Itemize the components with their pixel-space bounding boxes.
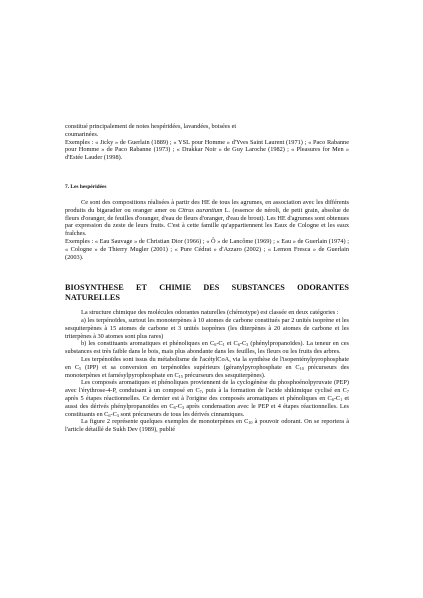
hesperidees-paragraph: Ce sont des compositions réalisées à partir des HE de tous les agrumes, en association avec les différents produits du bigaradier ou oranger amer ou Citrus aurantium L. (essence de néroli, de petit grain, absolue de fleurs d'oranger, de feuilles d'oranger, d'eau de fleurs d'oranger, d'eau de brout). Les HE d'agrumes sont obtenues par expression du zeste de leurs fruits. C'est à cette famille qu'appartiennent les Eaux de Cologne et les eaux fraîches. [65,198,350,238]
paragraph-continuation [65,123,349,139]
latin-name: Citrus aurantium [178,206,223,214]
section-heading-hesperidees: 7. Les hespéridées [65,183,107,190]
aromatiques-paragraph: Les composés aromatiques et phénoliques proviennent de la cyclogénèse du phosphoénolpyruvate (PEP) avec l'érythrose-4-P, conduisant à un composé en $C_7$, puis à la formation de l'acide shikimique cyclisé en $C_7$ après 5 étapes réactionnelles. Ce dernier est à l'origine des composés aromatiques et phénoliques en $C_6-C_1$ et aussi des dérivés phénylpropanoïdes en $C_6-C_3$ après condensation avec le PEP et 4 étapes réactionnelles. Les constituants en $C_6-C_3$ sont précurseurs de tous les dérivés cinnamiques. [65,379,350,418]
section-title-biosynthese: BIOSYNTHESE ET CHIMIE DES SUBSTANCES ODORANTES NATURELLES [65,283,349,302]
terpenoides-paragraph: Les terpénoïdes sont issus du métabolisme de l'acétylCoA, via la synthèse de l'isopenténylpyrophosphate en $C_5$ (IPP) et sa conversion en terpénoïdes supérieurs (géranylpyrophosphate en $C_{10}$ précurseurs des monoterpènes et farnésylpyrophosphate en $C_{15}$ précurseurs des sesquiterpènes). [65,355,349,379]
text-line: coumarinées. [65,130,99,138]
text-column [65,123,349,434]
hesperidees-examples: Exemples : « Eau Sauvage » de Christian Dior (1966) ; « Ô » de Lancôme (1969) ; « Eau » de Guerlain (1974) ; « Cologne » de Thierry Mugler (2001) ; « Pure Cédrat » d'Azzaro (2002) ; « Lemon Fresca » de Guerlain (2003). [65,237,349,261]
examples-paragraph: Exemples : « Jicky » de Guerlain (1889) ; « YSL pour Homme » d'Yves Saint Laurent (1971) ; « Paco Rabanne pour Homme » de Paco Rabanne (1973) ; « Drakkar Noir » de Guy Laroche (1982) ; « Pleasures for Men » d'Estée Lauder (1998). [65,138,349,162]
list-item-terpenoides: a) les terpénoïdes, surtout les monoterpènes à 10 atomes de carbone constitués par 2 unités isoprène et les sesquiterpènes à 15 atomes de carbone et 3 unités isoprènes (les diterpènes à 20 atomes de carbone et les triterpènes à 30 atomes sont plus rares) [65,316,349,340]
list-item-aromatiques: b) les constituants aromatiques et phénoliques en $C_6-C_1$ et $C_6-C_3$ (phénylpropanoïdes). La teneur en ces substances est très faible dans le bois, mais plus abondante dans les feuilles, les fleurs ou les fruits des arbres. [65,340,350,356]
text-line: constitué principalement de notes hespéridées, lavandées, boisées et [65,123,237,130]
intro-paragraph: La structure chimique des molécules odorantes naturelles (chémotype) est classée en deux catégories : [81,309,339,317]
figure-reference-paragraph: La figure 2 représente quelques exemples de monoterpènes en $C_{10}$ à pouvoir odorant. On se reportera à l'article détaillé de Sukh Dev (1989), publié [65,418,349,434]
